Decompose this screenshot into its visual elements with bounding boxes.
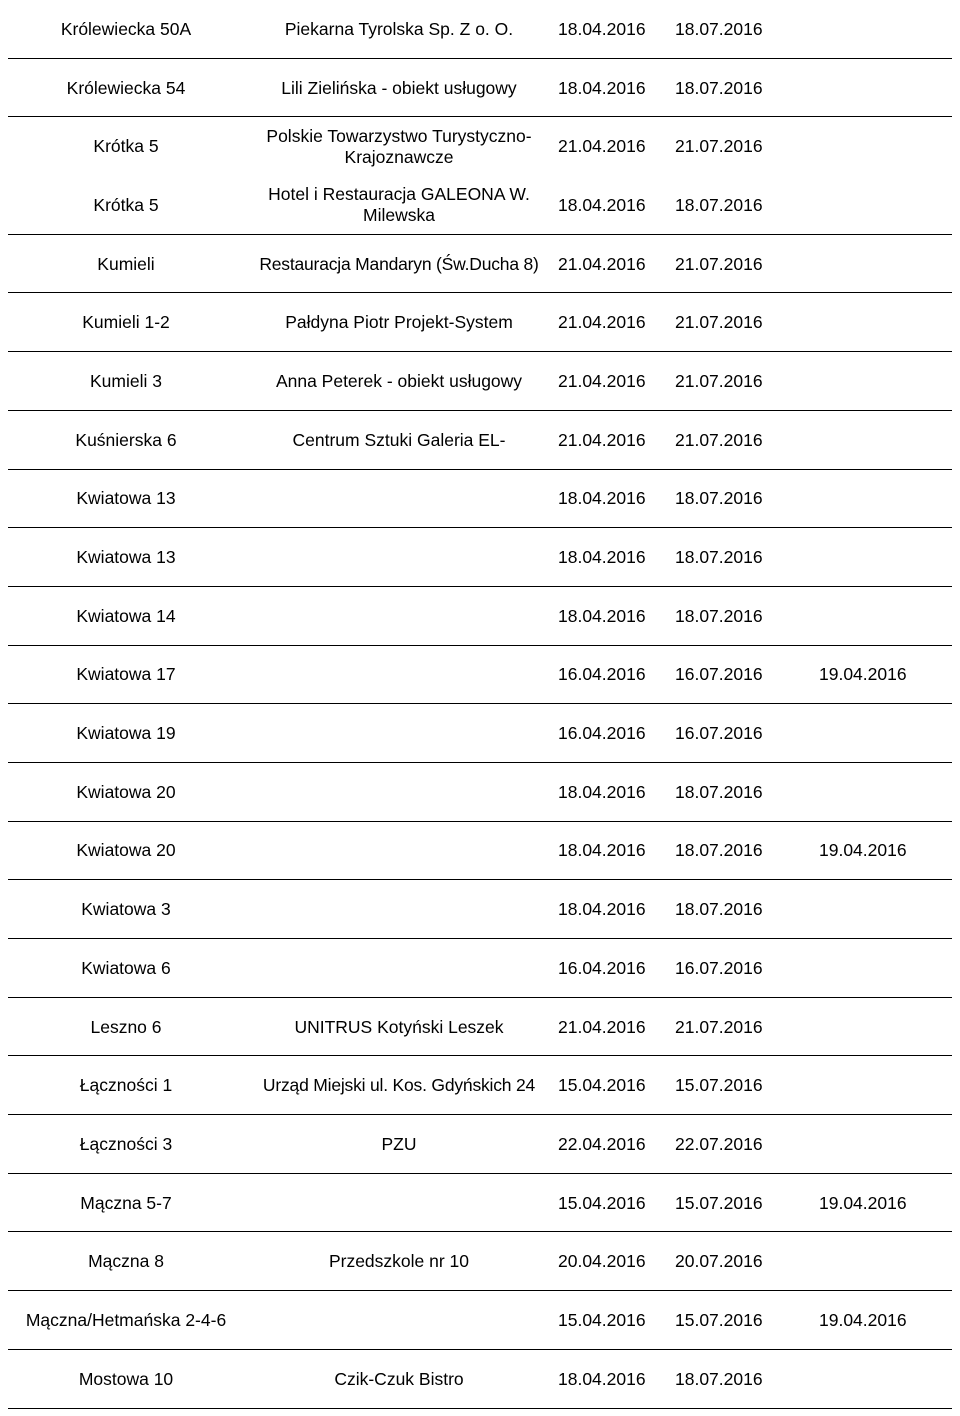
date-from-cell: 21.04.2016 bbox=[558, 1016, 646, 1037]
date-from-cell: 22.04.2016 bbox=[558, 1133, 646, 1154]
business-name-cell: Hotel i Restauracja GALEONA W. Milewska bbox=[268, 184, 530, 226]
date-extra-cell bbox=[795, 998, 960, 1057]
date-to-cell: 22.07.2016 bbox=[675, 1133, 763, 1154]
date-extra-cell bbox=[795, 880, 960, 939]
business-name-cell bbox=[252, 470, 546, 529]
table-row bbox=[0, 1056, 960, 1115]
date-extra-cell bbox=[795, 235, 960, 294]
date-from-cell: 21.04.2016 bbox=[558, 312, 646, 333]
date-to-cell: 16.07.2016 bbox=[675, 723, 763, 744]
date-extra-cell bbox=[795, 763, 960, 822]
table-row bbox=[0, 939, 960, 998]
date-from-cell: 16.04.2016 bbox=[558, 957, 646, 978]
date-extra-cell: 19.04.2016 bbox=[819, 1309, 907, 1330]
date-from-cell: 16.04.2016 bbox=[558, 723, 646, 744]
date-to-cell: 21.07.2016 bbox=[675, 253, 763, 274]
street-cell: Kumieli 1-2 bbox=[82, 312, 170, 333]
business-name-cell bbox=[252, 587, 546, 646]
date-extra-cell bbox=[795, 117, 960, 176]
business-name-cell: Polskie Towarzystwo Turystyczno-Krajoznawcze bbox=[266, 125, 532, 167]
row-separator bbox=[8, 1408, 952, 1409]
business-name-cell bbox=[252, 763, 546, 822]
date-extra-cell: 19.04.2016 bbox=[819, 840, 907, 861]
date-extra-cell bbox=[795, 528, 960, 587]
date-extra-cell bbox=[795, 939, 960, 998]
date-to-cell: 18.07.2016 bbox=[675, 605, 763, 626]
table-row bbox=[0, 528, 960, 587]
date-from-cell: 21.04.2016 bbox=[558, 136, 646, 157]
date-from-cell: 18.04.2016 bbox=[558, 194, 646, 215]
table-row bbox=[0, 235, 960, 294]
date-to-cell: 21.07.2016 bbox=[675, 429, 763, 450]
table-row bbox=[0, 822, 960, 881]
street-cell: Kumieli 3 bbox=[90, 370, 162, 391]
business-name-cell: Czik-Czuk Bistro bbox=[334, 1368, 464, 1389]
date-extra-cell bbox=[795, 293, 960, 352]
business-name-cell bbox=[252, 880, 546, 939]
date-from-cell: 18.04.2016 bbox=[558, 781, 646, 802]
date-extra-cell bbox=[795, 470, 960, 529]
street-cell: Mączna 5-7 bbox=[80, 1192, 172, 1213]
table-row bbox=[0, 293, 960, 352]
date-to-cell: 21.07.2016 bbox=[675, 370, 763, 391]
table-row bbox=[0, 117, 960, 176]
date-to-cell: 15.07.2016 bbox=[675, 1075, 763, 1096]
date-extra-cell bbox=[795, 0, 960, 59]
date-to-cell: 16.07.2016 bbox=[675, 957, 763, 978]
business-name-cell bbox=[252, 646, 546, 705]
table-row bbox=[0, 998, 960, 1057]
business-name-cell: Pałdyna Piotr Projekt-System bbox=[285, 312, 513, 333]
table-row bbox=[0, 646, 960, 705]
street-cell: Królewiecka 54 bbox=[66, 77, 186, 98]
date-from-cell: 16.04.2016 bbox=[558, 664, 646, 685]
business-name-cell bbox=[252, 1291, 546, 1350]
date-from-cell: 18.04.2016 bbox=[558, 899, 646, 920]
date-from-cell: 20.04.2016 bbox=[558, 1251, 646, 1272]
business-name-cell: Piekarna Tyrolska Sp. Z o. O. bbox=[284, 18, 514, 39]
business-name-cell: Centrum Sztuki Galeria EL- bbox=[292, 429, 506, 450]
street-cell: Kwiatowa 6 bbox=[81, 957, 171, 978]
date-extra-cell bbox=[795, 1056, 960, 1115]
business-name-cell: Restauracja Mandaryn (Św.Ducha 8) bbox=[259, 253, 539, 274]
table-row bbox=[0, 704, 960, 763]
street-cell: Łączności 3 bbox=[79, 1133, 173, 1154]
date-from-cell: 21.04.2016 bbox=[558, 429, 646, 450]
street-cell: Kwiatowa 17 bbox=[76, 664, 176, 685]
date-to-cell: 18.07.2016 bbox=[675, 899, 763, 920]
business-name-cell: Anna Peterek - obiekt usługowy bbox=[275, 370, 523, 391]
date-from-cell: 15.04.2016 bbox=[558, 1075, 646, 1096]
street-cell: Kwiatowa 14 bbox=[76, 605, 176, 626]
business-name-cell: PZU bbox=[381, 1133, 417, 1154]
table-row bbox=[0, 352, 960, 411]
date-from-cell: 18.04.2016 bbox=[558, 1368, 646, 1389]
street-cell: Kwiatowa 13 bbox=[76, 488, 176, 509]
street-cell: Mostowa 10 bbox=[78, 1368, 174, 1389]
date-from-cell: 15.04.2016 bbox=[558, 1192, 646, 1213]
date-to-cell: 15.07.2016 bbox=[675, 1192, 763, 1213]
street-cell: Kwiatowa 20 bbox=[76, 840, 176, 861]
date-to-cell: 18.07.2016 bbox=[675, 194, 763, 215]
table-row bbox=[0, 411, 960, 470]
street-cell: Kwiatowa 19 bbox=[76, 723, 176, 744]
date-extra-cell bbox=[795, 704, 960, 763]
date-from-cell: 18.04.2016 bbox=[558, 488, 646, 509]
street-cell: Kwiatowa 20 bbox=[76, 781, 176, 802]
date-to-cell: 18.07.2016 bbox=[675, 1368, 763, 1389]
table-row bbox=[0, 1350, 960, 1409]
street-cell: Kumieli bbox=[97, 253, 155, 274]
date-to-cell: 21.07.2016 bbox=[675, 136, 763, 157]
business-name-cell bbox=[252, 939, 546, 998]
date-to-cell: 21.07.2016 bbox=[675, 312, 763, 333]
date-extra-cell bbox=[795, 411, 960, 470]
table-row bbox=[0, 1291, 960, 1350]
business-name-cell: Lili Zielińska - obiekt usługowy bbox=[281, 77, 517, 98]
date-extra-cell bbox=[795, 176, 960, 235]
date-extra-cell bbox=[795, 59, 960, 118]
date-extra-cell bbox=[795, 1115, 960, 1174]
date-to-cell: 18.07.2016 bbox=[675, 18, 763, 39]
table-row bbox=[0, 763, 960, 822]
business-name-cell: Urząd Miejski ul. Kos. Gdyńskich 24 bbox=[262, 1075, 536, 1096]
date-from-cell: 18.04.2016 bbox=[558, 547, 646, 568]
street-cell: Kuśnierska 6 bbox=[75, 429, 177, 450]
date-from-cell: 18.04.2016 bbox=[558, 18, 646, 39]
date-from-cell: 18.04.2016 bbox=[558, 77, 646, 98]
date-to-cell: 15.07.2016 bbox=[675, 1309, 763, 1330]
table-row bbox=[0, 880, 960, 939]
street-cell: Królewiecka 50A bbox=[60, 18, 192, 39]
date-to-cell: 18.07.2016 bbox=[675, 77, 763, 98]
business-name-cell: UNITRUS Kotyński Leszek bbox=[294, 1016, 504, 1037]
street-cell: Mączna 8 bbox=[88, 1251, 164, 1272]
business-name-cell bbox=[252, 822, 546, 881]
table-row bbox=[0, 1232, 960, 1291]
date-extra-cell bbox=[795, 1232, 960, 1291]
table-row bbox=[0, 59, 960, 118]
table-row bbox=[0, 470, 960, 529]
table-row bbox=[0, 1115, 960, 1174]
street-cell: Kwiatowa 13 bbox=[76, 547, 176, 568]
date-to-cell: 20.07.2016 bbox=[675, 1251, 763, 1272]
street-cell: Mączna/Hetmańska 2-4-6 bbox=[25, 1309, 227, 1330]
street-cell: Krótka 5 bbox=[93, 136, 159, 157]
date-from-cell: 21.04.2016 bbox=[558, 370, 646, 391]
business-name-cell bbox=[252, 528, 546, 587]
date-extra-cell: 19.04.2016 bbox=[819, 664, 907, 685]
date-from-cell: 21.04.2016 bbox=[558, 253, 646, 274]
date-to-cell: 18.07.2016 bbox=[675, 547, 763, 568]
street-cell: Kwiatowa 3 bbox=[81, 899, 171, 920]
business-name-cell bbox=[252, 1174, 546, 1233]
date-to-cell: 16.07.2016 bbox=[675, 664, 763, 685]
street-cell: Krótka 5 bbox=[93, 194, 159, 215]
date-from-cell: 15.04.2016 bbox=[558, 1309, 646, 1330]
business-name-cell: Przedszkole nr 10 bbox=[328, 1251, 470, 1272]
table-row bbox=[0, 587, 960, 646]
date-to-cell: 18.07.2016 bbox=[675, 488, 763, 509]
table-row bbox=[0, 176, 960, 235]
street-cell: Łączności 1 bbox=[79, 1075, 173, 1096]
date-extra-cell bbox=[795, 587, 960, 646]
date-from-cell: 18.04.2016 bbox=[558, 605, 646, 626]
business-name-cell bbox=[252, 704, 546, 763]
date-extra-cell bbox=[795, 352, 960, 411]
date-to-cell: 21.07.2016 bbox=[675, 1016, 763, 1037]
street-cell: Leszno 6 bbox=[90, 1016, 162, 1037]
date-extra-cell: 19.04.2016 bbox=[819, 1192, 907, 1213]
date-from-cell: 18.04.2016 bbox=[558, 840, 646, 861]
date-to-cell: 18.07.2016 bbox=[675, 840, 763, 861]
table-row bbox=[0, 0, 960, 59]
date-to-cell: 18.07.2016 bbox=[675, 781, 763, 802]
date-extra-cell bbox=[795, 1350, 960, 1409]
table-row bbox=[0, 1174, 960, 1233]
